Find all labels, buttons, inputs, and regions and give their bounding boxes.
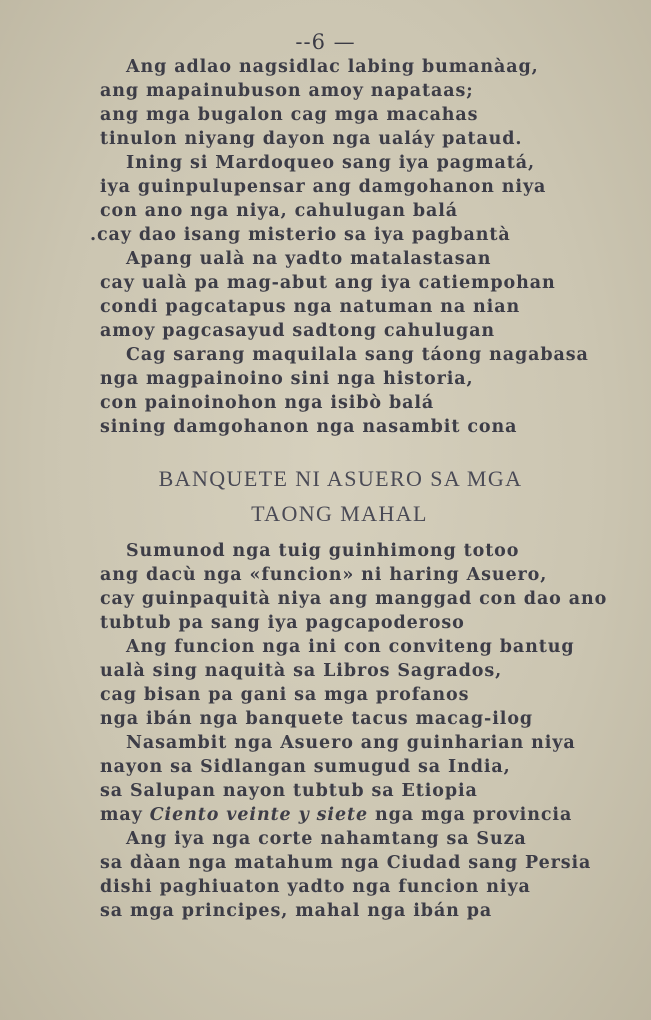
section-heading-line-2: TAONG MAHAL <box>251 501 428 526</box>
poem-line: sa dàan nga matahum nga Ciudad sang Persia <box>100 853 592 873</box>
poem-line: .cay dao isang misterio sa iya pagbantà <box>90 225 511 245</box>
poem-line: cay ualà pa mag-abut ang iya catiempohan <box>100 273 556 293</box>
poem-line: cay guinpaquità niya ang manggad con dao ano <box>100 589 608 609</box>
line-text-before: may <box>100 805 150 825</box>
poem-line: Ang iya nga corte nahamtang sa Suza <box>126 829 527 849</box>
poem-line: cag bisan pa gani sa mga profanos <box>100 685 470 705</box>
poem-line: amoy pagcasayud sadtong cahulugan <box>100 321 496 341</box>
poem-line: ang mapainubuson amoy napataas; <box>100 81 474 101</box>
poem-line: con ano nga niya, cahulugan balá <box>100 201 458 221</box>
poem-line: Ang adlao nagsidlac labing bumanàag, <box>126 57 539 77</box>
poem-line: sining damgohanon nga nasambit cona <box>100 417 518 437</box>
poem-line: ang dacù nga «funcion» ni haring Asuero, <box>100 565 548 585</box>
poem-line: condi pagcatapus nga natuman na nian <box>100 297 521 317</box>
poem-line: tinulon niyang dayon nga ualáy pataud. <box>100 129 523 149</box>
page-number: --6 — <box>295 30 356 54</box>
poem-line: con painoinohon nga isibò balá <box>100 393 435 413</box>
poem-line: Apang ualà na yadto matalastasan <box>126 249 492 269</box>
poem-line: sa Salupan nayon tubtub sa Etiopia <box>100 781 478 801</box>
poem-line: Sumunod nga tuig guinhimong totoo <box>126 541 520 561</box>
poem-line: dishi paghiuaton yadto nga funcion niya <box>100 877 531 897</box>
poem-line: sa mga principes, mahal nga ibán pa <box>100 901 493 921</box>
poem-line: nga ibán nga banquete tacus macag-ilog <box>100 709 534 729</box>
poem-line: Cag sarang maquilala sang táong nagabasa <box>126 345 589 365</box>
poem-line: iya guinpulupensar ang damgohanon niya <box>100 177 547 197</box>
poem-line: ualà sing naquità sa Libros Sagrados, <box>100 661 503 681</box>
poem-line: nayon sa Sidlangan sumugud sa India, <box>100 757 511 777</box>
section-heading-line-1: BANQUETE NI ASUERO SA MGA <box>158 466 523 491</box>
poem-line: Nasambit nga Asuero ang guinharian niya <box>126 733 576 753</box>
poem-line-mixed <box>100 804 572 826</box>
poem-line: tubtub pa sang iya pagcapoderoso <box>100 613 465 633</box>
poem-line: Ining si Mardoqueo sang iya pagmatá, <box>126 153 535 173</box>
poem-line: Ang funcion nga ini con conviteng bantug <box>126 637 575 657</box>
poem-line: nga magpainoino sini nga historia, <box>100 369 474 389</box>
italic-phrase: Ciento veinte y siete <box>149 805 368 825</box>
line-text-after: nga mga provincia <box>368 805 573 825</box>
poem-line: ang mga bugalon cag mga macahas <box>100 105 479 125</box>
